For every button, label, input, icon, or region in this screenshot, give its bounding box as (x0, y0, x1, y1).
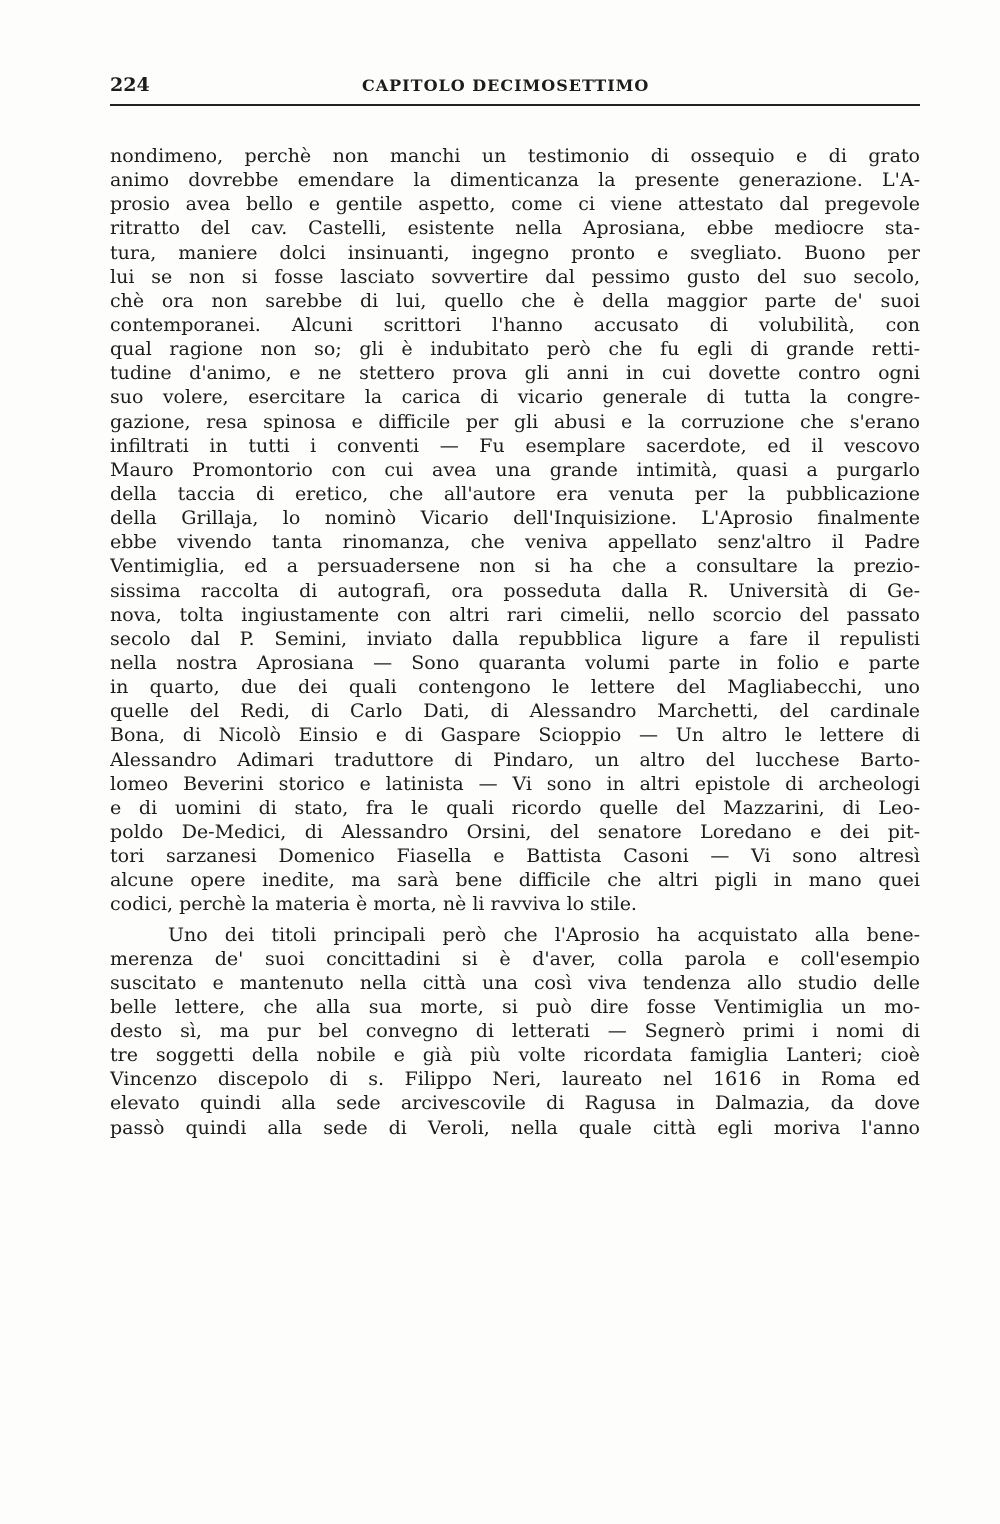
text-line: poldo De-Medici, di Alessandro Orsini, del senatore Loredano e dei pit- (110, 820, 920, 843)
text-line: suscitato e mantenuto nella città una così viva tendenza allo studio delle (110, 971, 920, 994)
paragraph (110, 923, 920, 1140)
paragraph (110, 144, 920, 917)
page-header (110, 74, 920, 100)
text-line: tre soggetti della nobile e già più volte ricordata famiglia Lanteri; cioè (110, 1044, 920, 1067)
text-line: desto sì, ma pur bel convegno di letterati — Segnerò primi i nomi di (110, 1020, 920, 1043)
text-line: suo volere, esercitare la carica di vicario generale di tutta la congre- (110, 386, 920, 409)
text-line: elevato quindi alla sede arcivescovile di Ragusa in Dalmazia, da dove (110, 1092, 920, 1115)
text-line: nondimeno, perchè non manchi un testimonio di ossequio e di grato (110, 145, 920, 167)
header-rule (110, 104, 920, 106)
text-line: Bona, di Nicolò Einsio e di Gaspare Scioppio — Un altro le lettere di (110, 724, 920, 747)
text-line: contemporanei. Alcuni scrittori l'hanno accusato di volubilità, con (110, 313, 920, 336)
text-line: ebbe vivendo tanta rinomanza, che veniva appellato senz'altro il Padre (110, 531, 920, 554)
text-line: tura, maniere dolci insinuanti, ingegno pronto e svegliato. Buono per (110, 241, 920, 264)
text-line: tori sarzanesi Domenico Fiasella e Battista Casoni — Vi sono altresì (110, 845, 920, 868)
text-line: e di uomini di stato, fra le quali ricordo quelle del Mazzarini, di Leo- (110, 796, 920, 819)
text-line: nova, tolta ingiustamente con altri rari cimelii, nello scorcio del passato (110, 603, 920, 626)
text-line: in quarto, due dei quali contengono le lettere del Magliabecchi, uno (110, 676, 920, 699)
text-line: tudine d'animo, e ne stettero prova gli anni in cui dovette contro ogni (110, 362, 920, 385)
text-line: qual ragione non so; gli è indubitato però che fu egli di grande retti- (110, 338, 920, 361)
text-line: belle lettere, che alla sua morte, si può dire fosse Ventimiglia un mo- (110, 995, 920, 1018)
page-number: 224 (110, 74, 150, 96)
text-line: codici, perchè la materia è morta, nè li ravviva lo stile. (110, 893, 637, 916)
text-line: Mauro Promontorio con cui avea una grande intimità, quasi a purgarlo (110, 458, 920, 481)
text-line: secolo dal P. Semini, inviato dalla repubblica ligure a fare il repulisti (110, 627, 920, 650)
text-line: quelle del Redi, di Carlo Dati, di Alessandro Marchetti, del cardinale (110, 700, 920, 723)
text-line: passò quindi alla sede di Veroli, nella quale città egli moriva l'anno (110, 1116, 920, 1139)
text-line: infiltrati in tutti i conventi — Fu esemplare sacerdote, ed il vescovo (110, 434, 920, 457)
text-line: della taccia di eretico, che all'autore era venuta per la pubblicazione (110, 482, 920, 505)
text-line: Vincenzo discepolo di s. Filippo Neri, laureato nel 1616 in Roma ed (110, 1068, 920, 1091)
text-line: chè ora non sarebbe di lui, quello che è della maggior parte de' suoi (110, 289, 920, 312)
text-line: gazione, resa spinosa e difficile per gli abusi e la corruzione che s'erano (110, 410, 920, 433)
text-line: Alessandro Adimari traduttore di Pindaro, un altro del lucchese Barto- (110, 748, 920, 771)
text-line: lui se non si fosse lasciato sovvertire dal pessimo gusto del suo secolo, (110, 265, 920, 288)
text-line: Ventimiglia, ed a persuadersene non si ha che a consultare la prezio- (110, 555, 920, 578)
text-line: alcune opere inedite, ma sarà bene difficile che altri pigli in mano quei (110, 869, 920, 892)
text-line: lomeo Beverini storico e latinista — Vi sono in altri epistole di archeologi (110, 772, 920, 795)
text-line: Uno dei titoli principali però che l'Aprosio ha acquistato alla bene- (168, 923, 920, 946)
text-line: prosio avea bello e gentile aspetto, come ci viene attestato dal pregevole (110, 193, 920, 216)
text-line: della Grillaja, lo nominò Vicario dell'Inquisizione. L'Aprosio finalmente (110, 507, 920, 530)
text-line: merenza de' suoi concittadini si è d'aver, colla parola e coll'esempio (110, 947, 920, 970)
text-line: nella nostra Aprosiana — Sono quaranta volumi parte in folio e parte (110, 651, 920, 674)
body-text (110, 144, 920, 1140)
running-head: CAPITOLO DECIMOSETTIMO (362, 76, 650, 95)
text-line: animo dovrebbe emendare la dimenticanza la presente generazione. L'A- (110, 169, 920, 192)
text-line: sissima raccolta di autografi, ora posseduta dalla R. Università di Ge- (110, 579, 920, 602)
text-line: ritratto del cav. Castelli, esistente nella Aprosiana, ebbe mediocre sta- (110, 217, 920, 240)
